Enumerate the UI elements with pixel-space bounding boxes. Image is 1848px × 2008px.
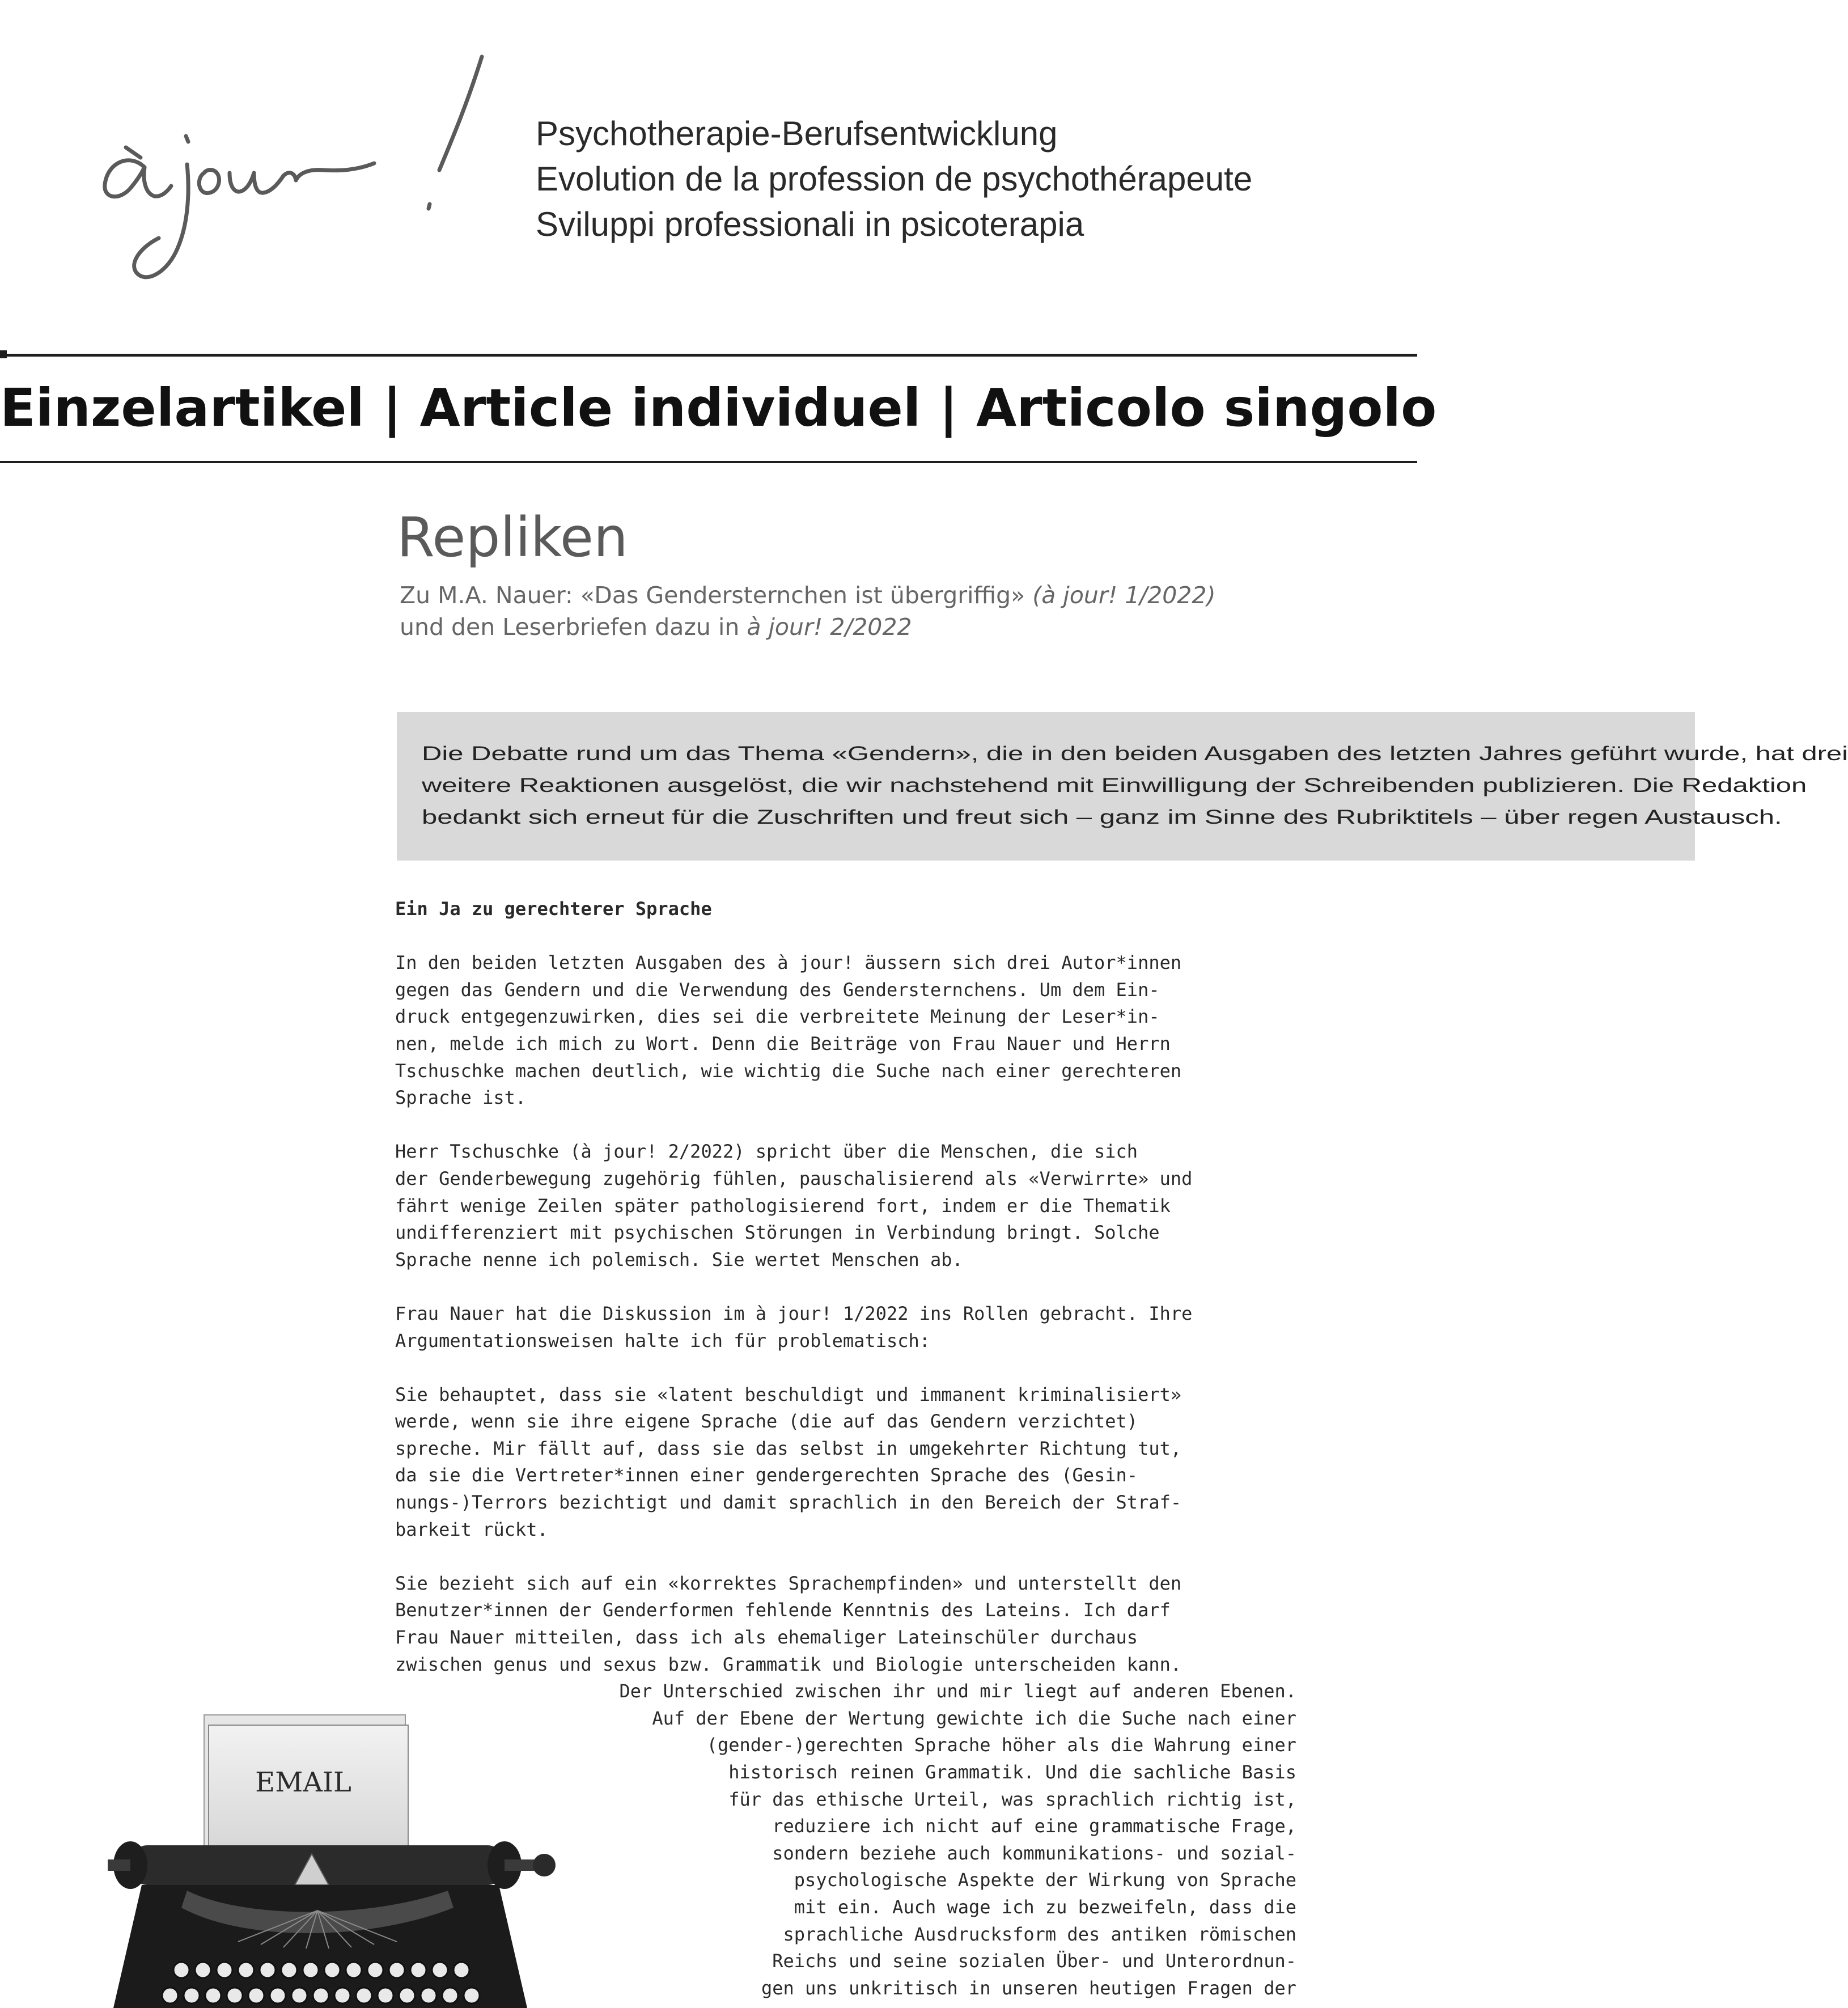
banner-title: Einzelartikel | Article individuel | Articolo singolo	[0, 378, 1437, 438]
body-line: druck entgegenzuwirken, dies sei die verbreitete Meinung der Leser*in-	[395, 1006, 1160, 1028]
body-line: Sie bezieht sich auf ein «korrektes Sprachempfinden» und unterstellt den	[395, 1572, 1182, 1594]
body-line: Tschuschke machen deutlich, wie wichtig die Suche nach einer gerechteren	[395, 1060, 1182, 1082]
body-line: barkeit rückt.	[395, 1518, 548, 1540]
body-line: Frau Nauer mitteilen, dass ich als ehemaliger Lateinschüler durchaus	[395, 1626, 1138, 1649]
body-line: Argumentationsweisen halte ich für problematisch:	[395, 1329, 931, 1352]
body-line: nungs-)Terrors bezichtigt und damit sprachlich in den Bereich der Straf-	[395, 1492, 1182, 1514]
body-line: psychologische Aspekte der Wirkung von Sprache	[794, 1869, 1296, 1891]
tagline-it: Sviluppi professionali in psicoterapia	[536, 205, 1084, 243]
body-line: Sie behauptet, dass sie «latent beschuldigt und immanent kriminalisiert»	[395, 1383, 1182, 1405]
body-line: (gender-)gerechten Sprache höher als die Wahrung einer	[706, 1734, 1296, 1756]
paragraph-gap	[395, 1354, 1296, 1382]
article-subtitle	[400, 579, 1307, 643]
header-taglines	[536, 111, 1375, 247]
body-line: Frau Nauer hat die Diskussion im à jour! 1/2022 ins Rollen gebracht. Ihre	[395, 1302, 1193, 1324]
body-line: nen, melde ich mich zu Wort. Denn die Beiträge von Frau Nauer und Herrn	[395, 1032, 1171, 1054]
subtitle-line1-source: (à jour! 1/2022)	[1032, 582, 1216, 609]
subtitle-line2-source: à jour! 2/2022	[747, 613, 912, 641]
subtitle-line1-text: Zu M.A. Nauer: «Das Gendersternchen ist übergriffig»	[400, 582, 1033, 609]
body-line: sprachliche Ausdrucksform des antiken römischen	[783, 1923, 1296, 1945]
body-line: werde, wenn sie ihre eigene Sprache (die auf das Gendern verzichtet)	[395, 1410, 1138, 1433]
intro-line: weitere Reaktionen ausgelöst, die wir nachstehend mit Einwilligung der Schreibenden publizieren. Die Redaktion	[422, 774, 1807, 797]
intro-line: bedankt sich erneut für die Zuschriften und freut sich – ganz im Sinne des Rubriktitels – über regen Austausch.	[422, 806, 1782, 828]
typewriter-illustration	[108, 1715, 561, 2008]
body-line: Der Unterschied zwischen ihr und mir liegt auf anderen Ebenen.	[619, 1680, 1296, 1702]
banner-bottom-rule	[0, 461, 1417, 463]
intro-box	[397, 712, 1848, 861]
body-line: In den beiden letzten Ausgaben des à jour! äussern sich drei Autor*innen	[395, 952, 1182, 974]
a-jour-logo	[91, 57, 488, 323]
tagline-fr: Evolution de la profession de psychothérapeute	[536, 160, 1253, 198]
body-line: da sie die Vertreter*innen einer gendergerechten Sprache des (Gesin-	[395, 1464, 1138, 1486]
body-line: Benutzer*innen der Genderformen fehlende Kenntnis des Lateins. Ich darf	[395, 1599, 1171, 1621]
section-heading: Ein Ja zu gerechterer Sprache	[395, 898, 712, 920]
body-line: Sprache nenne ich polemisch. Sie wertet Menschen ab.	[395, 1248, 963, 1270]
body-line: fährt wenige Zeilen später pathologisierend fort, indem er die Thematik	[395, 1194, 1171, 1217]
article-title: Repliken	[397, 506, 628, 569]
paragraph-gap	[395, 1112, 1296, 1139]
tagline-de: Psychotherapie-Berufsentwicklung	[536, 115, 1058, 152]
body-line: Herr Tschuschke (à jour! 2/2022) spricht über die Menschen, die sich	[395, 1141, 1138, 1163]
body-line: undifferenziert mit psychischen Störungen in Verbindung bringt. Solche	[395, 1222, 1160, 1244]
paragraph-gap	[395, 1543, 1296, 1570]
body-line: reduziere ich nicht auf eine grammatische Frage,	[772, 1815, 1296, 1837]
typewriter-paper-label: EMAIL	[255, 1766, 351, 1798]
banner-top-rule	[0, 354, 1417, 357]
body-line: gen uns unkritisch in unseren heutigen Fragen der	[761, 1977, 1296, 1999]
subtitle-line2-text: und den Leserbriefen dazu in	[400, 613, 747, 641]
body-line: der Genderbewegung zugehörig fühlen, pauschalisierend als «Verwirrte» und	[395, 1167, 1193, 1189]
body-line: gegen das Gendern und die Verwendung des Gendersternchens. Um dem Ein-	[395, 978, 1160, 1001]
body-line: mit ein. Auch wage ich zu bezweifeln, dass die	[794, 1896, 1296, 1918]
body-line: Sprache ist.	[395, 1087, 527, 1109]
body-line: für das ethische Urteil, was sprachlich richtig ist,	[728, 1788, 1296, 1810]
paragraph-gap	[395, 1273, 1296, 1300]
intro-text	[422, 738, 1848, 833]
body-line: Reichs und seine sozialen Über- und Unterordnun-	[772, 1950, 1296, 1972]
paragraph-gap	[395, 923, 1296, 950]
body-line: Auf der Ebene der Wertung gewichte ich die Suche nach einer	[652, 1707, 1296, 1729]
intro-line: Die Debatte rund um das Thema «Gendern», die in den beiden Ausgaben des letzten Jahres geführt wurde, hat drei	[422, 743, 1848, 765]
body-line: spreche. Mir fällt auf, dass sie das selbst in umgekehrter Richtung tut,	[395, 1437, 1182, 1459]
body-line: zwischen genus und sexus bzw. Grammatik und Biologie unterscheiden kann.	[395, 1653, 1182, 1675]
body-line: sondern beziehe auch kommunikations- und sozial-	[772, 1842, 1296, 1864]
body-line: historisch reinen Grammatik. Und die sachliche Basis	[728, 1761, 1296, 1783]
